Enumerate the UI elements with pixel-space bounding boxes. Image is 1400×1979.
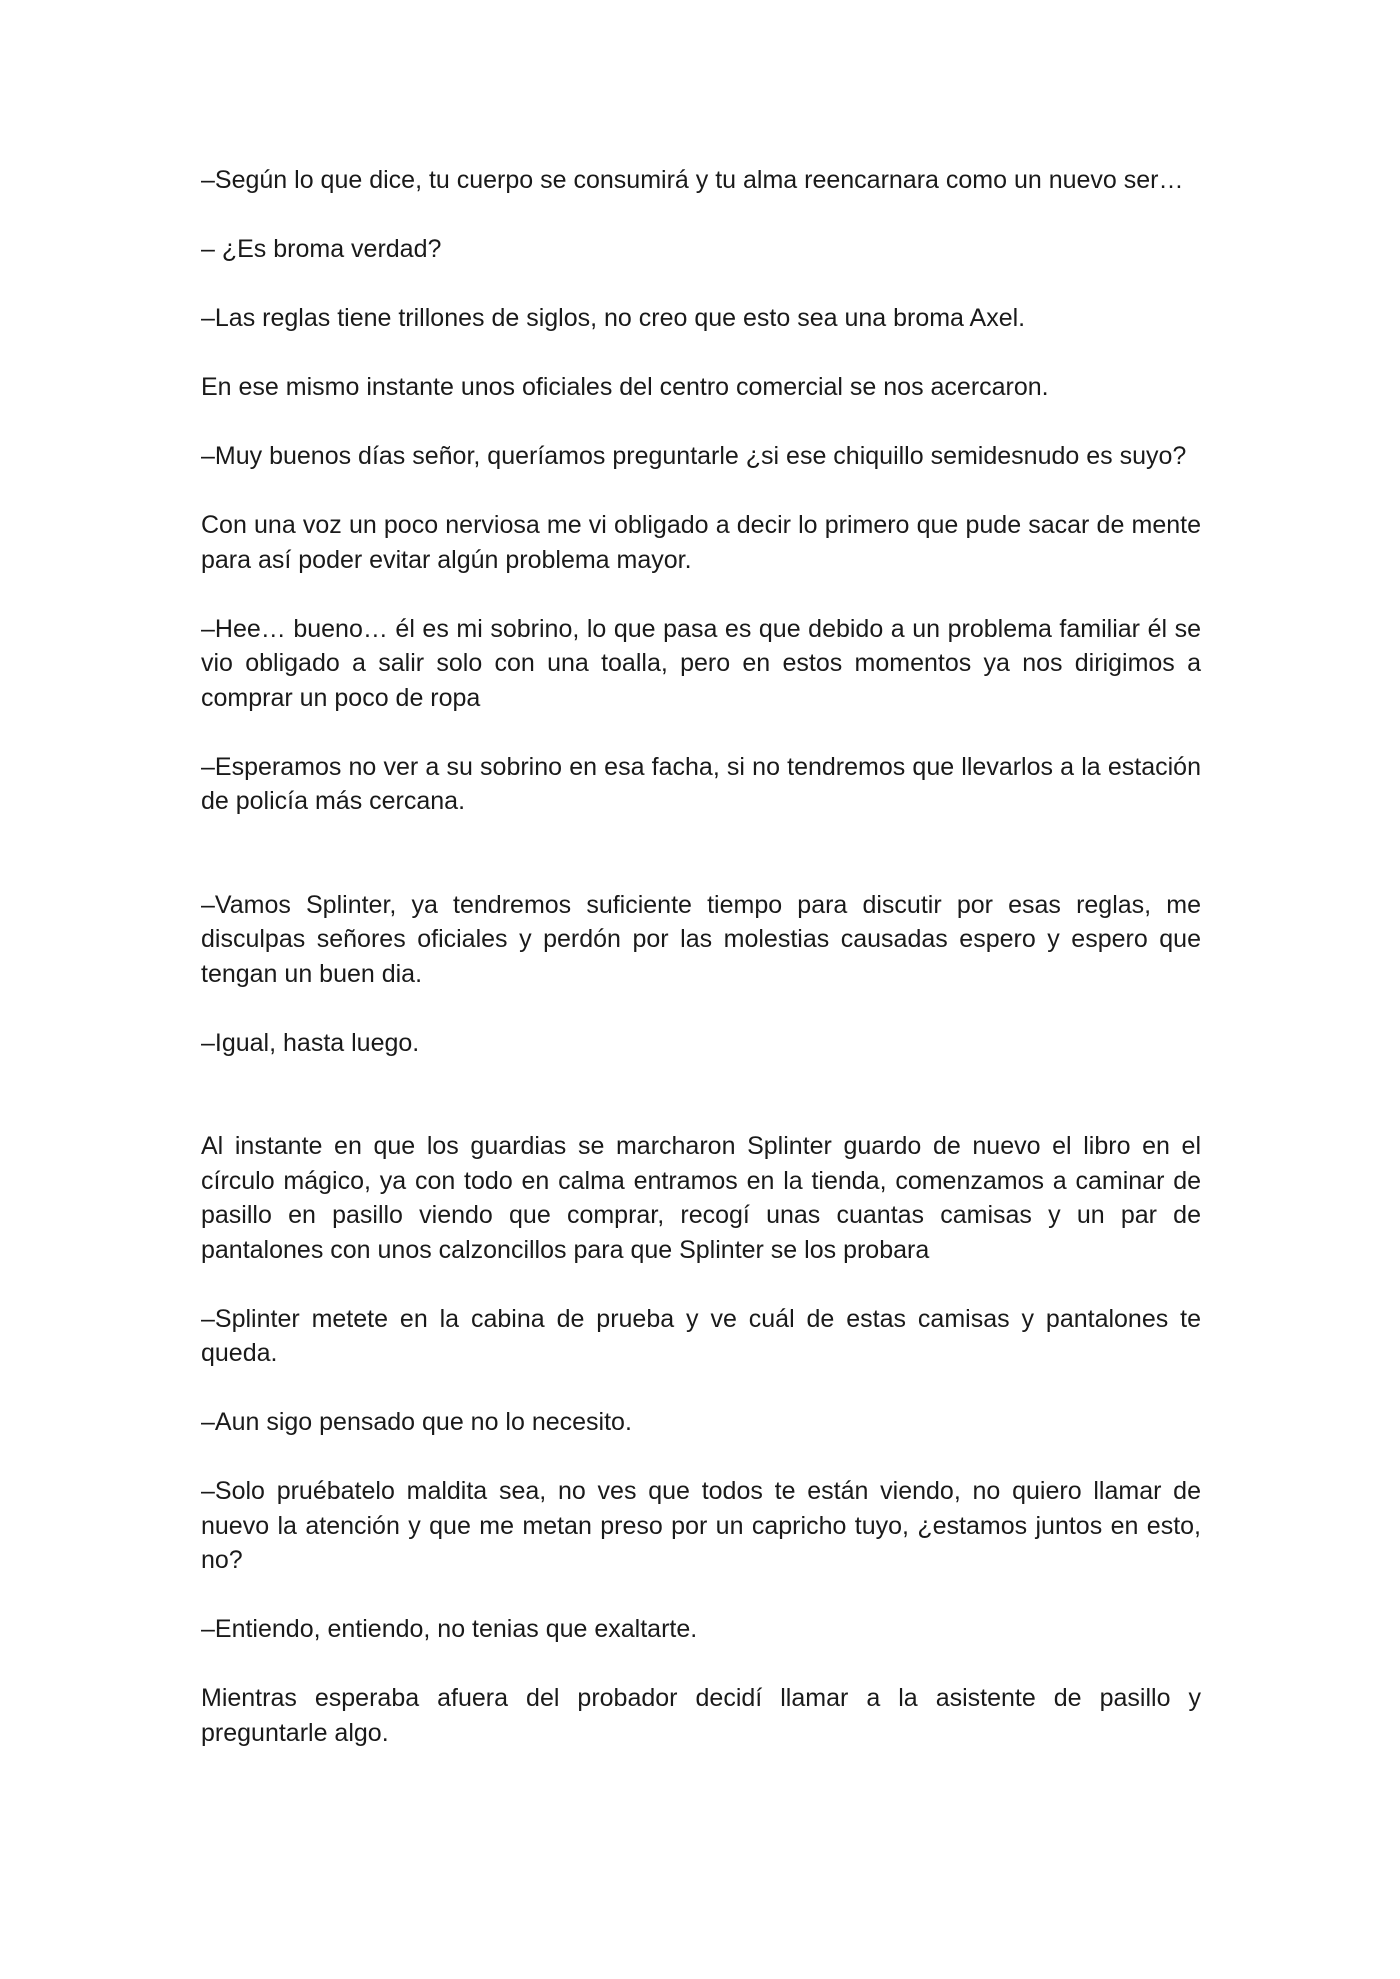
paragraph: – ¿Es broma verdad? bbox=[201, 235, 442, 263]
paragraph: –Hee… bueno… él es mi sobrino, lo que pasa es que debido a un problema familiar él se vio obligado a salir solo con una toalla, pero en estos momentos ya nos dirigimos a comprar un poco de ropa bbox=[201, 614, 1201, 712]
text-column bbox=[201, 163, 1201, 1785]
paragraph: Mientras esperaba afuera del probador decidí llamar a la asistente de pasillo y preguntarle algo. bbox=[201, 1684, 1201, 1747]
paragraph: –Según lo que dice, tu cuerpo se consumirá y tu alma reencarnara como un nuevo ser… bbox=[201, 166, 1184, 194]
paragraph: –Igual, hasta luego. bbox=[201, 1028, 420, 1057]
paragraph: Con una voz un poco nerviosa me vi obligado a decir lo primero que pude sacar de mente para así poder evitar algún problema mayor. bbox=[201, 511, 1201, 574]
paragraph: –Las reglas tiene trillones de siglos, no creo que esto sea una broma Axel. bbox=[201, 304, 1026, 332]
paragraph: En ese mismo instante unos oficiales del centro comercial se nos acercaron. bbox=[201, 373, 1049, 401]
paragraph: –Entiendo, entiendo, no tenias que exaltarte. bbox=[201, 1615, 698, 1643]
paragraph: –Vamos Splinter, ya tendremos suficiente tiempo para discutir por esas reglas, me disculpas señores oficiales y perdón por las molestias causadas espero y espero que tengan un buen dia. bbox=[201, 890, 1201, 988]
paragraph: –Aun sigo pensado que no lo necesito. bbox=[201, 1408, 632, 1436]
paragraph: –Esperamos no ver a su sobrino en esa facha, si no tendremos que llevarlos a la estación de policía más cercana. bbox=[201, 752, 1201, 815]
paragraph: Al instante en que los guardias se marcharon Splinter guardo de nuevo el libro en el círculo mágico, ya con todo en calma entramos en la tienda, comenzamos a caminar de pasillo en pasillo viendo que comprar, recogí unas cuantas camisas y un par de pantalones con unos calzoncillos para que Splinter se los probara bbox=[201, 1132, 1201, 1264]
paragraph: –Splinter metete en la cabina de prueba y ve cuál de estas camisas y pantalones te queda. bbox=[201, 1304, 1201, 1367]
paragraph: –Solo pruébatelo maldita sea, no ves que todos te están viendo, no quiero llamar de nuevo la atención y que me metan preso por un capricho tuyo, ¿estamos juntos en esto, no? bbox=[201, 1477, 1201, 1574]
paragraph: –Muy buenos días señor, queríamos preguntarle ¿si ese chiquillo semidesnudo es suyo? bbox=[201, 442, 1187, 470]
